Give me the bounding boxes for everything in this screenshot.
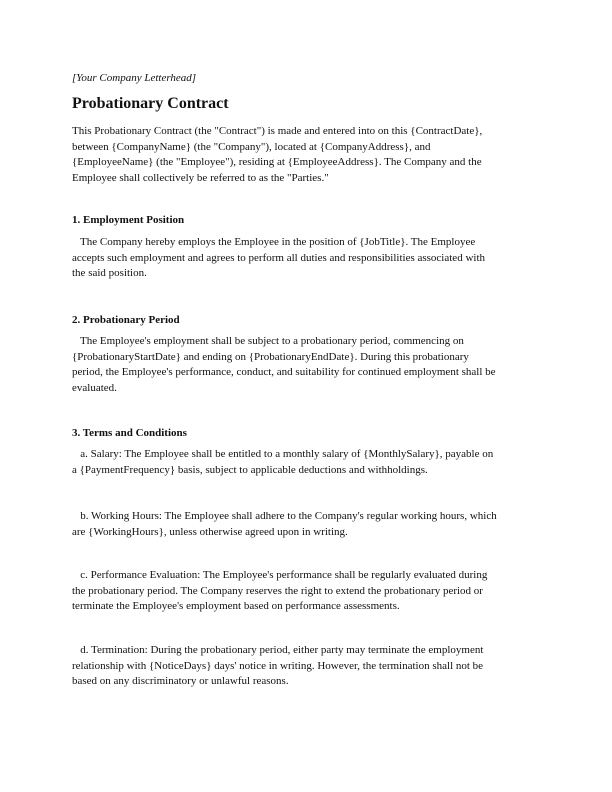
section-heading-probationary-period: 2. Probationary Period xyxy=(72,314,180,326)
intro-paragraph xyxy=(72,124,542,186)
body-line: relationship with {NoticeDays} days' notice in writing. However, the termination shall not be xyxy=(72,659,484,672)
document-title: Probationary Contract xyxy=(72,95,229,112)
intro-line: between {CompanyName} (the "Company"), located at {CompanyAddress}, and xyxy=(72,140,431,153)
body-line: d. Termination: During the probationary period, either party may terminate the employment xyxy=(72,644,484,656)
body-line: period, the Employee's performance, conduct, and suitability for continued employment shall be xyxy=(72,366,496,379)
body-line: The Company hereby employs the Employee in the position of {JobTitle}. The Employee xyxy=(72,236,476,248)
body-line: evaluated. xyxy=(72,381,117,394)
body-line: terminate the Employee's employment based on performance assessments. xyxy=(72,600,400,613)
section-heading-employment-position: 1. Employment Position xyxy=(72,214,185,226)
section-body-employment-position xyxy=(72,235,542,282)
body-line: {ProbationaryStartDate} and ending on {ProbationaryEndDate}. During this probationary xyxy=(72,350,469,363)
term-item-working-hours xyxy=(72,509,542,540)
body-line: the said position. xyxy=(72,267,147,280)
body-line: accepts such employment and agrees to perform all duties and responsibilities associated with xyxy=(72,251,485,264)
body-line: are {WorkingHours}, unless otherwise agreed upon in writing. xyxy=(72,525,348,538)
body-line: based on any discriminatory or unlawful reasons. xyxy=(72,675,289,688)
section-body-probationary-period xyxy=(72,334,542,396)
term-item-termination xyxy=(72,643,542,690)
body-line: b. Working Hours: The Employee shall adhere to the Company's regular working hours, which xyxy=(72,510,497,522)
section-heading-terms-and-conditions: 3. Terms and Conditions xyxy=(72,427,187,439)
body-line: the probationary period. The Company reserves the right to extend the probationary period or xyxy=(72,584,483,597)
intro-line: This Probationary Contract (the "Contract") is made and entered into on this {ContractDate}, xyxy=(72,125,483,137)
term-item-performance-evaluation xyxy=(72,568,542,615)
body-line: a. Salary: The Employee shall be entitled to a monthly salary of {MonthlySalary}, payable on xyxy=(72,448,494,460)
body-line: a {PaymentFrequency} basis, subject to applicable deductions and withholdings. xyxy=(72,463,428,476)
letterhead-placeholder: [Your Company Letterhead] xyxy=(72,72,197,84)
term-item-salary xyxy=(72,447,542,478)
body-line: c. Performance Evaluation: The Employee's performance shall be regularly evaluated during xyxy=(72,569,488,581)
intro-line: {EmployeeName} (the "Employee"), residing at {EmployeeAddress}. The Company and the xyxy=(72,156,482,169)
body-line: The Employee's employment shall be subject to a probationary period, commencing on xyxy=(72,335,464,347)
intro-line: Employee shall collectively be referred to as the "Parties." xyxy=(72,171,329,184)
